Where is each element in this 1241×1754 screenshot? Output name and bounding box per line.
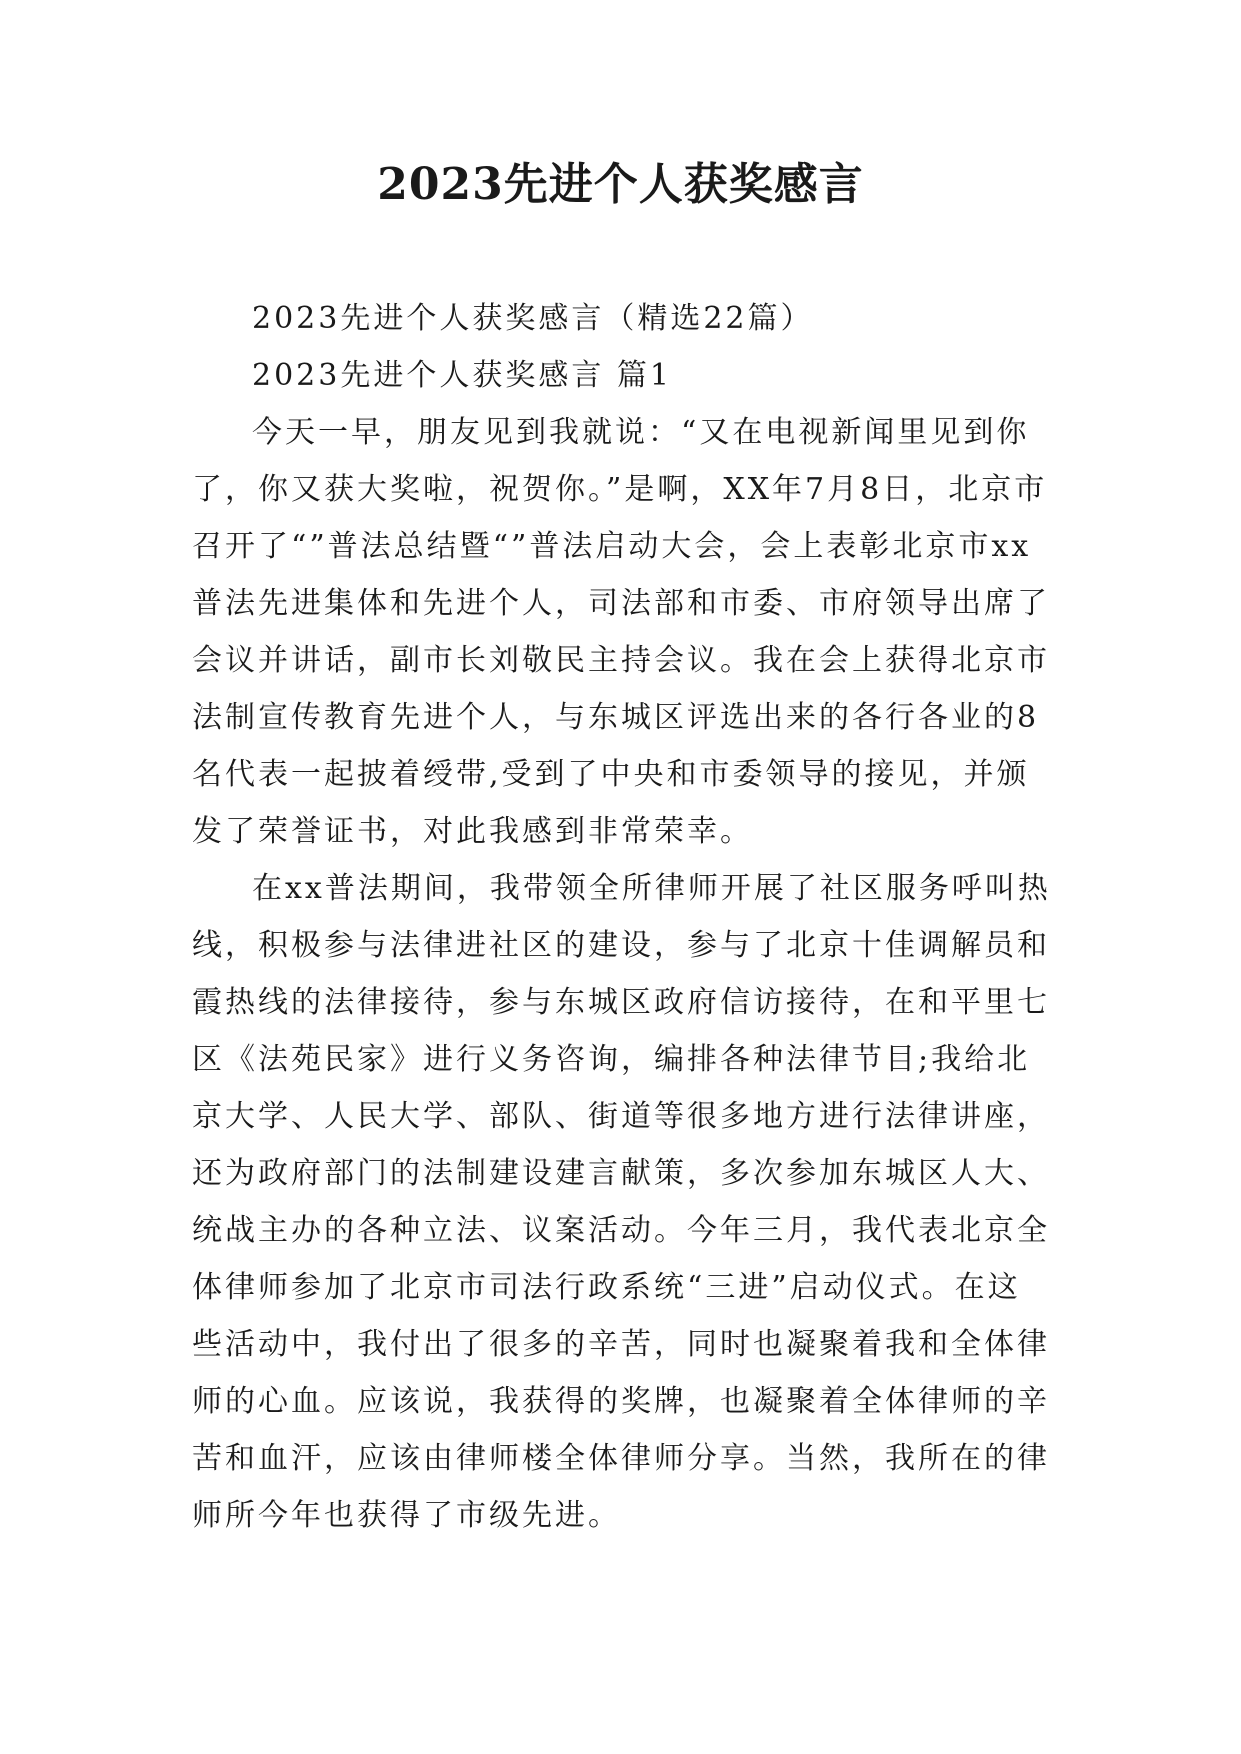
document-subtitle: 2023先进个人获奖感言（精选22篇） bbox=[252, 301, 814, 336]
document-body bbox=[192, 290, 1052, 1544]
document-title: 2023先进个人获奖感言 bbox=[377, 159, 864, 210]
body-paragraph: 今天一早，朋友见到我就说：“又在电视新闻里见到你了，你又获大奖啦，祝贺你。”是啊，XX年7月8日，北京市召开了“”普法总结暨“”普法启动大会，会上表彰北京市xx普法先进集体和先进个人，司法部和市委、市府领导出席了会议并讲话，副市长刘敬民主持会议。我在会上获得北京市法制宣传教育先进个人，与东城区评选出来的各行各业的8名代表一起披着绶带,受到了中央和市委领导的接见，并颁发了荣誉证书，对此我感到非常荣幸。 bbox=[192, 415, 1050, 849]
body-paragraph: 在xx普法期间，我带领全所律师开展了社区服务呼叫热线，积极参与法律进社区的建设，参与了北京十佳调解员和霞热线的法律接待，参与东城区政府信访接待，在和平里七区《法苑民家》进行义务咨询，编排各种法律节目;我给北京大学、人民大学、部队、街道等很多地方进行法律讲座，还为政府部门的法制建设建言献策，多次参加东城区人大、统战主办的各种立法、议案活动。今年三月，我代表北京全体律师参加了北京市司法行政系统“三进”启动仪式。在这些活动中，我付出了很多的辛苦，同时也凝聚着我和全体律师的心血。应该说，我获得的奖牌，也凝聚着全体律师的辛苦和血汗，应该由律师楼全体律师分享。当然，我所在的律师所今年也获得了市级先进。 bbox=[192, 871, 1051, 1533]
section-heading: 2023先进个人获奖感言 篇1 bbox=[252, 358, 672, 393]
